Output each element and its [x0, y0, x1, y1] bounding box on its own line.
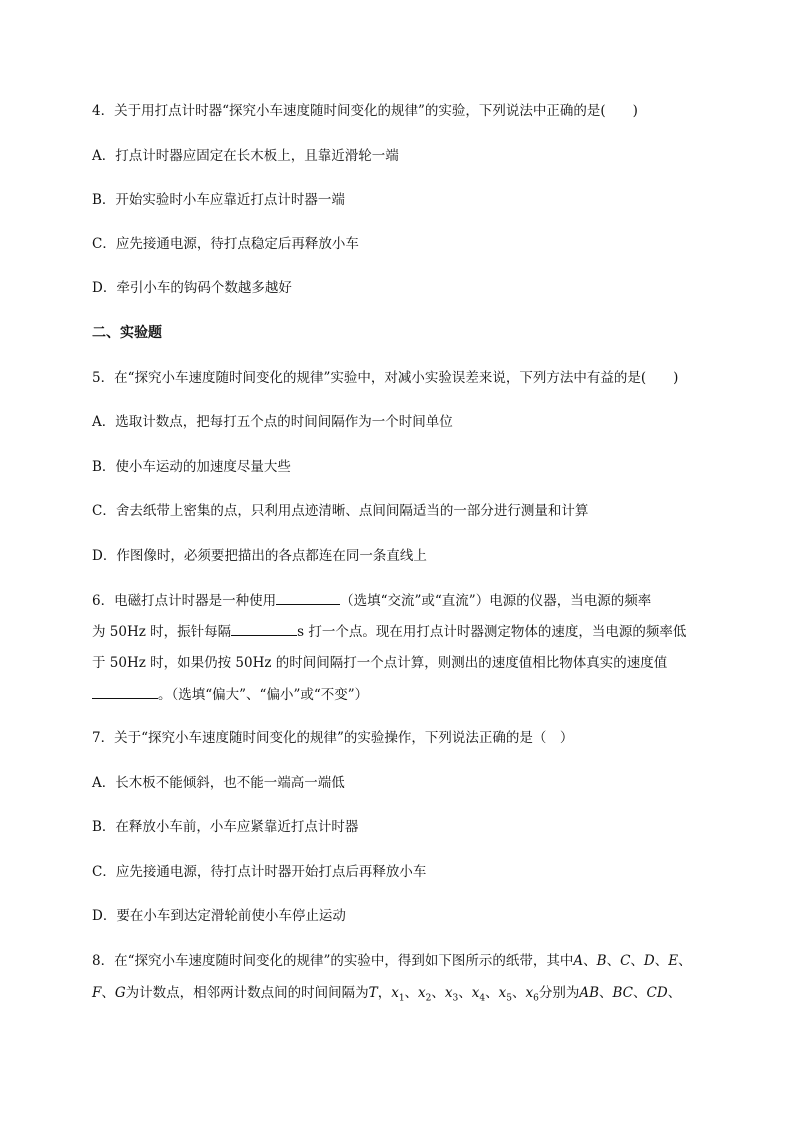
x-symbol: x — [391, 985, 399, 1001]
question-7-option-b: B．在释放小车前，小车应紧靠近打点计时器 — [92, 819, 359, 835]
subscript: 6 — [533, 993, 539, 1004]
question-4-option-b: B．开始实验时小车应靠近打点计时器一端 — [92, 192, 345, 208]
point-label-e: E — [668, 953, 679, 969]
subscript: 5 — [506, 993, 512, 1004]
separator: ， — [377, 985, 392, 1001]
question-4-stem: 4．关于用打点计时器“探究小车速度随时间变化的规律”的实验，下列说法中正确的是( ) — [92, 103, 638, 119]
separator: 、 — [599, 985, 613, 1001]
question-6-text-1a: 6．电磁打点计时器是一种使用 — [92, 593, 277, 609]
question-7-option-c: C．应先接通电源，待打点计时器开始打点后再释放小车 — [92, 864, 427, 880]
question-5-option-c: C．舍去纸带上密集的点，只利用点迹清晰、点间间隔适当的一部分进行测量和计算 — [92, 503, 589, 519]
question-4-option-c: C．应先接通电源，待打点稳定后再释放小车 — [92, 236, 359, 252]
x-symbol: x — [498, 985, 507, 1001]
answer-blank-3[interactable] — [92, 684, 158, 699]
question-6-text-2a: 为 50Hz 时，振针每隔 — [92, 624, 232, 640]
question-8-text-1a: 8．在“探究小车速度随时间变化的规律”的实验中，得到如下图所示的纸带，其中 — [92, 953, 574, 969]
separator: 、 — [101, 985, 115, 1001]
question-6-line-3: 于 50Hz 时，如果仍按 50Hz 的时间间隔打一个点计算，则测出的速度值相比物体真实的速度值 — [92, 655, 668, 671]
separator: 、 — [667, 985, 682, 1001]
question-7-option-a: A．长木板不能倾斜，也不能一端高一端低 — [92, 775, 345, 791]
separator: 、 — [485, 985, 499, 1001]
question-5-stem: 5．在“探究小车速度随时间变化的规律”实验中，对减小实验误差来说，下列方法中有益的是( ) — [92, 370, 679, 386]
question-5-option-d: D．作图像时，必须要把描出的各点都连在同一条直线上 — [92, 548, 427, 564]
separator: 、 — [630, 953, 644, 969]
separator: 、 — [583, 953, 597, 969]
question-7-stem: 7．关于“探究小车速度随时间变化的规律”的实验操作，下列说法正确的是（ ） — [92, 730, 574, 746]
subscript: 4 — [479, 993, 486, 1004]
section-heading: 二、实验题 — [92, 325, 162, 341]
point-label-f: F — [92, 985, 102, 1001]
separator: 、 — [458, 985, 472, 1001]
point-label-g: G — [114, 985, 126, 1001]
subscript: 1 — [398, 993, 405, 1004]
question-6-text-2b: s 打一个点。现在用打点计时器测定物体的速度，当电源的频率低 — [297, 624, 687, 640]
segment-label-cd: CD — [646, 985, 668, 1001]
question-6-line-1 — [92, 590, 651, 611]
segment-label-bc: BC — [612, 985, 634, 1001]
separator: 、 — [606, 953, 621, 969]
answer-blank-2[interactable] — [231, 621, 297, 636]
question-7-option-d: D．要在小车到达定滑轮前使小车停止运动 — [92, 908, 346, 924]
x-symbol: x — [471, 985, 480, 1001]
point-label-d: D — [643, 953, 655, 969]
x-symbol: x — [525, 985, 534, 1001]
interval-symbol: T — [368, 985, 378, 1001]
subscript: 3 — [452, 993, 459, 1004]
separator: 、 — [654, 953, 669, 969]
separator: 、 — [511, 985, 526, 1001]
question-5-option-a: A．选取计数点，把每打五个点的时间间隔作为一个时间单位 — [92, 414, 453, 430]
question-4-option-a: A．打点计时器应固定在长木板上，且靠近滑轮一端 — [92, 148, 399, 164]
question-6-text-4b: 。（选填“偏大”、“偏小”或“不变”） — [158, 687, 369, 703]
question-8-text-2c: 分别为 — [538, 985, 580, 1001]
segment-label-ab: AB — [579, 985, 600, 1001]
x-symbol: x — [418, 985, 426, 1001]
question-5-option-b: B．使小车运动的加速度尽量大些 — [92, 459, 291, 475]
x-symbol: x — [444, 985, 453, 1001]
question-8-line-1 — [92, 951, 692, 971]
question-6-line-4 — [92, 684, 368, 705]
subscript: 2 — [425, 993, 432, 1004]
separator: 、 — [678, 953, 692, 969]
point-label-b: B — [596, 953, 607, 969]
question-8-text-2b: 为计数点，相邻两计数点间的时间间隔为 — [125, 985, 369, 1001]
question-6-text-1b: （选填“交流”或“直流”）电源的仪器，当电源的频率 — [340, 593, 652, 609]
separator: 、 — [431, 985, 445, 1001]
answer-blank-1[interactable] — [276, 590, 340, 605]
point-label-c: C — [620, 953, 631, 969]
question-4-option-d: D．牵引小车的钩码个数越多越好 — [92, 280, 292, 296]
separator: 、 — [404, 985, 419, 1001]
question-6-line-2 — [92, 621, 686, 642]
point-label-a: A — [573, 953, 584, 969]
separator: 、 — [633, 985, 647, 1001]
question-8-line-2 — [92, 983, 681, 1009]
